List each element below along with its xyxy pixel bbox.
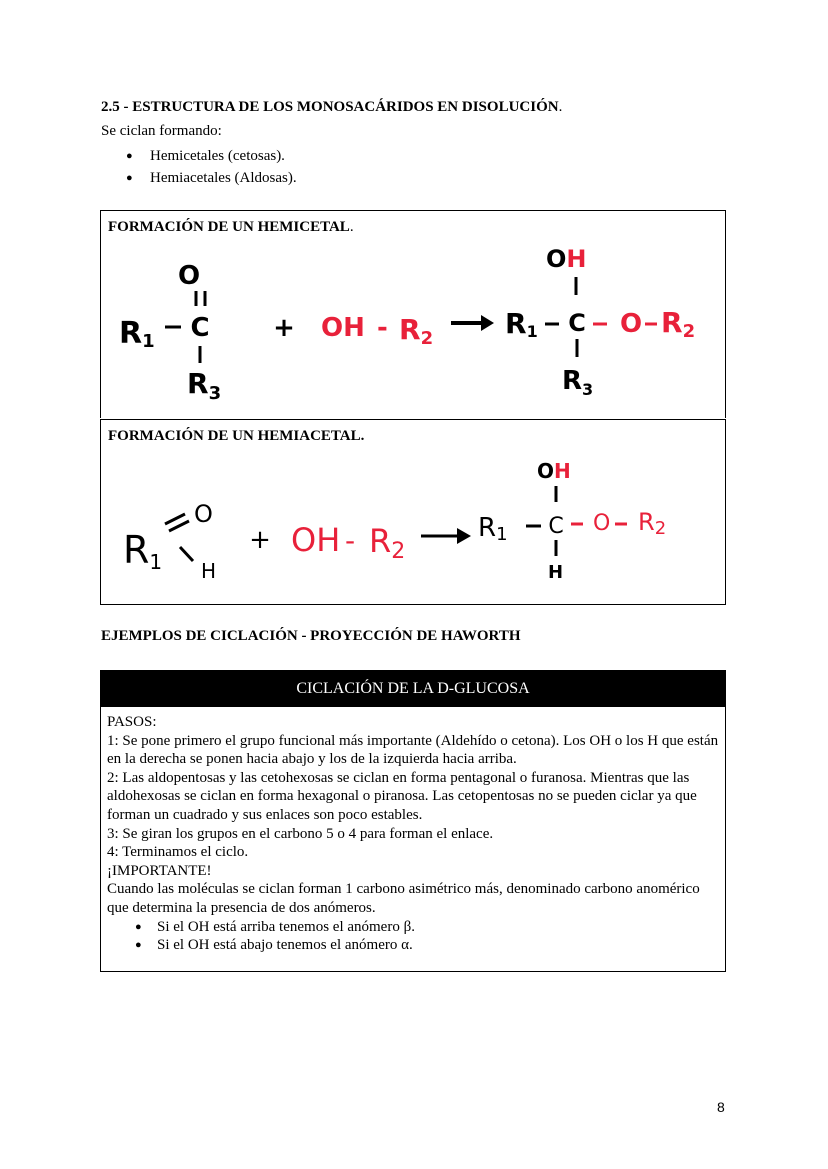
reactant-r1: R1 — [123, 528, 163, 574]
glucosa-header: CICLACIÓN DE LA D-GLUCOSA — [101, 671, 725, 707]
reagent-r2: R2 — [399, 313, 434, 349]
reagent-dash: - — [345, 524, 356, 557]
reactant-carbon: C — [190, 313, 210, 343]
glucosa-box — [100, 670, 726, 972]
product-carbon: C — [568, 309, 586, 337]
bullet-list — [101, 145, 297, 189]
hemiacetal-reaction — [101, 420, 725, 604]
reagent-oh: OH — [321, 313, 365, 343]
product-hydrogen: H — [548, 562, 564, 583]
hemiacetal-title: FORMACIÓN DE UN HEMIACETAL. — [108, 428, 365, 444]
plus-sign: + — [249, 525, 271, 555]
product-oxygen: O — [593, 511, 611, 536]
product-r2: R2 — [661, 306, 696, 342]
step-text: 1: Se pone primero el grupo funcional más importante (Aldehído o cetona). Los OH o los H que están en la derecha se ponen hacia abajo y los de la izquierda hacia arriba. — [107, 732, 719, 768]
product-oh: OH — [537, 459, 571, 483]
hemicetal-reaction — [101, 211, 725, 418]
reactant-hydrogen: H — [201, 559, 217, 583]
reactant-r3: $R_3$ — [187, 367, 222, 404]
anomer-list — [107, 918, 719, 955]
step-text: 3: Se giran los grupos en el carbono 5 o 4 para forman el enlace. — [107, 825, 494, 842]
step-text: 4: Terminamos el ciclo. — [107, 844, 249, 861]
product-oxygen: O — [620, 309, 643, 339]
reactant-oxygen: O — [177, 261, 201, 291]
product-carbon: C — [548, 514, 564, 539]
reactant-r1: R1 — [119, 316, 155, 352]
hemiacetal-box — [100, 419, 726, 605]
plus-sign: + — [273, 313, 295, 343]
step-text: 2: Las aldopentosas y las cetohexosas se ciclan en forma pentagonal o furanosa. Mientras que las aldohexosas se ciclan en forma hexagonal o piranosa. Las cetopentosas no se pueden ciclar ya que forman un cuadrado y sus enlaces son poco estables. — [107, 769, 697, 823]
hemicetal-title: FORMACIÓN DE UN HEMICETAL. — [108, 219, 354, 235]
list-item: ● Hemiacetales (Aldosas). — [101, 167, 297, 189]
hemicetal-box — [100, 210, 726, 418]
glucosa-body — [101, 707, 725, 955]
reagent-dash: - — [377, 313, 388, 343]
list-item: ● Hemicetales (cetosas). — [101, 145, 297, 167]
list-item: ● Si el OH está abajo tenemos el anómero α. — [107, 936, 719, 955]
reagent-oh: OH — [291, 521, 341, 559]
reagent-r2: R2 — [369, 522, 406, 564]
examples-title: EJEMPLOS DE CICLACIÓN - PROYECCIÓN DE HAWORTH — [101, 628, 521, 644]
step-text: Cuando las moléculas se ciclan forman 1 carbono asimétrico más, denominado carbono anomérico que determina la presencia de dos anómeros. — [107, 881, 700, 916]
product-r3: $R_3$ — [562, 366, 594, 399]
reactant-oxygen: O — [194, 500, 213, 528]
product-oh: OH — [546, 245, 587, 273]
product-r1: R1 — [478, 513, 508, 545]
intro-text: Se ciclan formando: — [101, 123, 222, 139]
step-text: ¡IMPORTANTE! — [107, 862, 212, 879]
list-item: ● Si el OH está arriba tenemos el anómero β. — [107, 918, 719, 937]
page-number: 8 — [717, 1099, 725, 1115]
product-r1: R1 — [505, 307, 538, 341]
product-r2: R2 — [638, 508, 667, 539]
page-title: 2.5 - ESTRUCTURA DE LOS MONOSACÁRIDOS EN DISOLUCIÓN. — [101, 99, 563, 115]
step-text: PASOS: — [107, 714, 157, 730]
